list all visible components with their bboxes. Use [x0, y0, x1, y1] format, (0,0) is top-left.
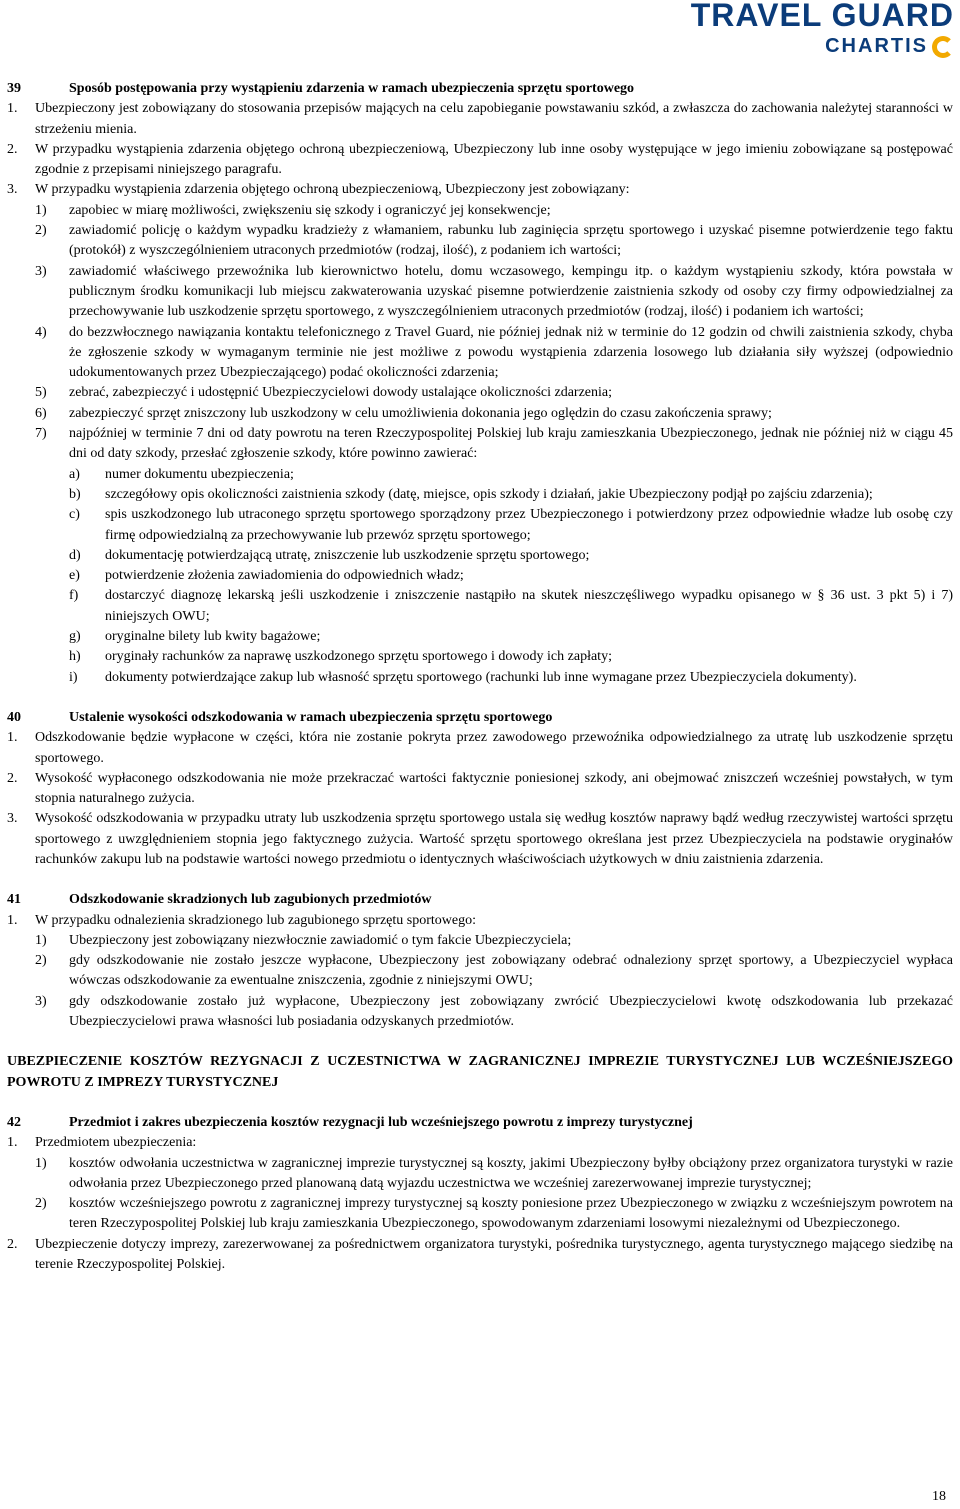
- section-number: 42: [7, 1114, 21, 1130]
- sub-list-item-text: dokumentację potwierdzającą utratę, zniszczenie lub uszkodzenie sprzętu sportowego;: [105, 547, 590, 563]
- paragraph: 2. Wysokość wypłaconego odszkodowania nie może przekraczać wartości faktycznie poniesionej szkody, ani obejmować zniszczeń wcześniej powstałych, w tym stopnia naturalnego zużycia.: [7, 769, 953, 810]
- list-item: 7) najpóźniej w terminie 7 dni od daty powrotu na teren Rzeczypospolitej Polskiej lub kraju zamieszkania Ubezpieczonego, jednak nie później niż w ciągu 45 dni od daty szkody, przesłać zgłoszenie szkody, które powinno zawierać:: [7, 424, 953, 465]
- paragraph: 1. Ubezpieczony jest zobowiązany do stosowania przepisów mających na celu zapobieganie powstawaniu szkód, a zwłaszcza do zachowania należytej staranności w strzeżeniu mienia.: [7, 99, 953, 140]
- list-item-text: kosztów wcześniejszego powrotu z zagranicznej imprezy turystycznej są koszty poniesione przez Ubezpieczonego w związku z wcześniejszym powrotem na teren Rzeczypospolitej Polskiej lub kraju zamieszkania Ubezpieczonego, spowodowanym zdarzeniami losowymi niezależnymi od Ubezpieczonego.: [69, 1196, 953, 1232]
- sub-list-item-text: szczegółowy opis okoliczności zaistnienia szkody (datę, miejsce, opis szkody i działań, jakie Ubezpieczony podjął po zajściu zdarzenia);: [105, 486, 873, 502]
- section-title: Sposób postępowania przy wystąpieniu zdarzenia w ramach ubezpieczenia sprzętu sportowego: [69, 81, 635, 96]
- section-number: 40: [7, 709, 21, 725]
- list-item: 5) zebrać, zabezpieczyć i udostępnić Ubezpieczycielowi dowody ustalające okoliczności zdarzenia;: [7, 383, 953, 403]
- list-item-text: zawiadomić policję o każdym wypadku kradzieży z włamaniem, rabunku lub zaginięcia sprzętu sportowego i uzyskać pisemne potwierdzenie tego faktu (protokół) z wyszczególnieniem utraconych przedmiotów (rodzaj, ilość), z podaniem ich wartości;: [69, 223, 953, 259]
- list-item-text: Ubezpieczony jest zobowiązany niezwłocznie zawiadomić o tym fakcie Ubezpieczyciela;: [69, 932, 572, 948]
- sub-list-item-text: numer dokumentu ubezpieczenia;: [105, 466, 294, 482]
- sub-list-item: h) oryginały rachunków za naprawę uszkodzonego sprzętu sportowego i dowody ich zapłaty;: [7, 647, 953, 667]
- list-item: 1) kosztów odwołania uczestnictwa w zagranicznej imprezie turystycznej są koszty, jakimi Ubezpieczony byłby obciążony przez organizatora turystyki w razie odwołania przez Ubezpieczonego przed planowaną datą wyjazdu uczestnictwa we wcześniej zarezerwowanej imprezie turystycznej;: [7, 1154, 953, 1195]
- section-title: Ustalenie wysokości odszkodowania w ramach ubezpieczenia sprzętu sportowego: [69, 709, 553, 725]
- sub-list-item: f) dostarczyć diagnozę lekarską jeśli uszkodzenie i zniszczenie nastąpiło na skutek nieszczęśliwego wypadku opisanego w § 36 ust. 3 pkt 5) i 7) niniejszych OWU;: [7, 586, 953, 627]
- document-body: [7, 79, 953, 1275]
- list-item-text: do bezzwłocznego nawiązania kontaktu telefonicznego z Travel Guard, nie później jednak niż w terminie do 12 godzin od chwili zaistnienia szkody, chyba że zgłoszenie szkody w wymaganym terminie nie jest możliwe z powodu wystąpienia zdarzenia losowego lub działania siły wyższej (odpowiednio udokumentowanych przez Ubezpieczającego) podać okoliczności zdarzenia;: [69, 324, 953, 381]
- list-item: 1) Ubezpieczony jest zobowiązany niezwłocznie zawiadomić o tym fakcie Ubezpieczyciela;: [7, 931, 953, 951]
- paragraph-text: W przypadku wystąpienia zdarzenia objętego ochroną ubezpieczeniową, Ubezpieczony lub inne osoby występujące w jego imieniu zobowiązane są postępować zgodnie z przepisami niniejszego paragrafu.: [35, 141, 953, 178]
- section-title: Przedmiot i zakres ubezpieczenia kosztów rezygnacji lub wcześniejszego powrotu z imprezy turystycznej: [69, 1114, 693, 1130]
- list-item: 4) do bezzwłocznego nawiązania kontaktu telefonicznego z Travel Guard, nie później jednak niż w terminie do 12 godzin od chwili zaistnienia szkody, chyba że zgłoszenie szkody w wymaganym terminie nie jest możliwe z powodu wystąpienia zdarzenia losowego lub działania siły wyższej (odpowiednio udokumentowanych przez Ubezpieczającego) podać okoliczności zdarzenia;: [7, 323, 953, 384]
- section-40-title: [7, 708, 953, 728]
- sub-list-item-text: oryginalne bilety lub kwity bagażowe;: [105, 629, 321, 645]
- paragraph-text: Ubezpieczony jest zobowiązany do stosowania przepisów mających na celu zapobieganie powstawaniu szkód, a zwłaszcza do zachowania należytej staranności w strzeżeniu mienia.: [35, 101, 953, 137]
- logo-text-secondary: CHARTIS: [825, 35, 928, 57]
- sub-list-item: b) szczegółowy opis okoliczności zaistnienia szkody (datę, miejsce, opis szkody i działań, jakie Ubezpieczony podjął po zajściu zdarzenia);: [7, 485, 953, 505]
- list-item-text: gdy odszkodowanie nie zostało jeszcze wypłacone, Ubezpieczony jest zobowiązany odebrać odnaleziony sprzęt sportowy, a Ubezpieczyciel wypłaca wówczas odszkodowanie za ewentualne zniszczenia, zgodnie z niniejszymi OWU;: [69, 953, 953, 989]
- section-number: 39: [7, 81, 21, 96]
- chapter-heading: UBEZPIECZENIE KOSZTÓW REZYGNACJI Z UCZESTNICTWA W ZAGRANICZNEJ IMPREZIE TURYSTYCZNEJ LUB WCZEŚNIEJSZEGO POWROTU Z IMPREZY TURYSTYCZNEJ: [7, 1054, 953, 1090]
- list-item-text: kosztów odwołania uczestnictwa w zagranicznej imprezie turystycznej są koszty, jakimi Ubezpieczony byłby obciążony przez organizatora turystyki w razie odwołania przez Ubezpieczonego przed planowaną datą wyjazdu uczestnictwa we wcześniej zarezerwowanej imprezie turystycznej;: [69, 1155, 953, 1191]
- list-item-text: zapobiec w miarę możliwości, zwiększeniu się szkody i ograniczyć jej konsekwencje;: [69, 202, 551, 218]
- list-item: 2) gdy odszkodowanie nie zostało jeszcze wypłacone, Ubezpieczony jest zobowiązany odebrać odnaleziony sprzęt sportowy, a Ubezpieczyciel wypłaca wówczas odszkodowanie za ewentualne zniszczenia, zgodnie z niniejszymi OWU;: [7, 951, 953, 992]
- list-item: 2) zawiadomić policję o każdym wypadku kradzieży z włamaniem, rabunku lub zaginięcia sprzętu sportowego i uzyskać pisemne potwierdzenie tego faktu (protokół) z wyszczególnieniem utraconych przedmiotów (rodzaj, ilość), z podaniem ich wartości;: [7, 221, 953, 262]
- sub-list-item: c) spis uszkodzonego lub utraconego sprzętu sportowego sporządzony przez Ubezpieczonego i potwierdzony przez odpowiednie władze lub osobę czy firmę odpowiedzialną za przechowywanie lub przewóz sprzętu sportowego;: [7, 505, 953, 546]
- paragraph-text: Przedmiotem ubezpieczenia:: [35, 1135, 197, 1151]
- paragraph-text: Ubezpieczenie dotyczy imprezy, zarezerwowanej za pośrednictwem organizatora turystyki, pośrednika turystycznego, agenta turystycznego mającego siedzibę na terenie Rzeczypospolitej Polskiej.: [35, 1236, 953, 1273]
- paragraph: 1. Odszkodowanie będzie wypłacone w części, która nie zostanie pokryta przez zawodowego przewoźnika odpowiedzialnego za utratę lub uszkodzenie sprzętu sportowego.: [7, 728, 953, 769]
- paragraph-text: Odszkodowanie będzie wypłacone w części, która nie zostanie pokryta przez zawodowego przewoźnika odpowiedzialnego za utratę lub uszkodzenie sprzętu sportowego.: [35, 730, 953, 766]
- sub-list-item-text: potwierdzenie złożenia zawiadomienia do odpowiednich władz;: [105, 568, 464, 584]
- sub-list-item: e) potwierdzenie złożenia zawiadomienia do odpowiednich władz;: [7, 566, 953, 586]
- section-number: 41: [7, 892, 21, 908]
- section-41-title: [7, 890, 953, 910]
- sub-list-item: i) dokumenty potwierdzające zakup lub własność sprzętu sportowego (rachunki lub inne wymagane przez Ubezpieczyciela dokumenty).: [7, 668, 953, 688]
- sub-list-item: d) dokumentację potwierdzającą utratę, zniszczenie lub uszkodzenie sprzętu sportowego;: [7, 546, 953, 566]
- list-item: 6) zabezpieczyć sprzęt zniszczony lub uszkodzony w celu umożliwienia dokonania jego oględzin do czasu zakończenia sprawy;: [7, 404, 953, 424]
- section-title: Odszkodowanie skradzionych lub zagubionych przedmiotów: [69, 892, 432, 908]
- list-item: 3) gdy odszkodowanie zostało już wypłacone, Ubezpieczony jest zobowiązany zwrócić Ubezpieczycielowi kwotę odszkodowania lub przekazać Ubezpieczycielowi prawa własności lub posiadania odzyskanych przedmiotów.: [7, 992, 953, 1033]
- paragraph-text: Wysokość odszkodowania w przypadku utraty lub uszkodzenia sprzętu sportowego ustala się według kosztów naprawy bądź według rzeczywistej wartości sprzętu sportowego z uwzględnieniem stopnia jego faktycznego zużycia. Wartość sprzętu sportowego określana jest przez Ubezpieczyciela na podstawie oryginałów rachunków zakupu lub na podstawie wartości nowego przedmiotu o identycznych właściwościach użytkowych w dniu zaistnienia zdarzenia.: [35, 811, 953, 867]
- paragraph: 2. W przypadku wystąpienia zdarzenia objętego ochroną ubezpieczeniową, Ubezpieczony lub inne osoby występujące w jego imieniu zobowiązane są postępować zgodnie z przepisami niniejszego paragrafu.: [7, 140, 953, 181]
- sub-list-item-text: dostarczyć diagnozę lekarską jeśli uszkodzenie i zniszczenie nastąpiło na skutek nieszczęśliwego wypadku opisanego w § 36 ust. 3 pkt 5) i 7) niniejszych OWU;: [105, 588, 953, 624]
- sub-list-item: g) oryginalne bilety lub kwity bagażowe;: [7, 627, 953, 647]
- section-42-title: [7, 1113, 953, 1133]
- paragraph-text: Wysokość wypłaconego odszkodowania nie może przekraczać wartości faktycznie poniesionej szkody, ani obejmować zniszczeń wcześniej powstałych, w tym stopnia naturalnego zużycia.: [35, 770, 953, 807]
- paragraph: 3. W przypadku wystąpienia zdarzenia objętego ochroną ubezpieczeniową, Ubezpieczony jest zobowiązany:: [7, 180, 953, 200]
- page-number: 18: [932, 1489, 946, 1504]
- sub-list-item-text: dokumenty potwierdzające zakup lub własność sprzętu sportowego (rachunki lub inne wymagane przez Ubezpieczyciela dokumenty).: [105, 669, 857, 685]
- sub-list-item: a) numer dokumentu ubezpieczenia;: [7, 465, 953, 485]
- sub-list-item-text: spis uszkodzonego lub utraconego sprzętu sportowego sporządzony przez Ubezpieczonego i potwierdzony przez odpowiednie władze lub osobę czy firmę odpowiedzialną za przechowywanie lub przewóz sprzętu sportowego;: [105, 507, 953, 543]
- chartis-mark-icon: [932, 36, 954, 58]
- list-item-text: zebrać, zabezpieczyć i udostępnić Ubezpieczycielowi dowody ustalające okoliczności zdarzenia;: [69, 385, 613, 401]
- paragraph: 2. Ubezpieczenie dotyczy imprezy, zarezerwowanej za pośrednictwem organizatora turystyki, pośrednika turystycznego, agenta turystycznego mającego siedzibę na terenie Rzeczypospolitej Polskiej.: [7, 1235, 953, 1276]
- logo-text-primary: TRAVEL GUARD: [690, 0, 954, 33]
- list-item-text: najpóźniej w terminie 7 dni od daty powrotu na teren Rzeczypospolitej Polskiej lub kraju zamieszkania Ubezpieczonego, jednak nie później niż w ciągu 45 dni od daty szkody, przesłać zgłoszenie szkody, które powinno zawierać:: [69, 426, 953, 462]
- section-39-title: [7, 79, 953, 99]
- list-item: 3) zawiadomić właściwego przewoźnika lub kierownictwo hotelu, domu wczasowego, kempingu itp. o każdym wystąpieniu szkody, która powstała w publicznym środku komunikacji lub miejscu zakwaterowania uzyskać pisemne potwierdzenie zaistnienia szkody od osoby czy firmy odpowiedzialnej za przechowywanie lub uszkodzenie sprzętu sportowego, z wyszczególnieniem utraconych przedmiotów (rodzaj, ilość) i podaniem ich wartości;: [7, 262, 953, 323]
- list-item-text: zawiadomić właściwego przewoźnika lub kierownictwo hotelu, domu wczasowego, kempingu itp. o każdym wystąpieniu szkody, która powstała w publicznym środku komunikacji lub miejscu zakwaterowania uzyskać pisemne potwierdzenie zaistnienia szkody od osoby czy firmy odpowiedzialnej za przechowywanie lub uszkodzenie sprzętu sportowego, z wyszczególnieniem utraconych przedmiotów (rodzaj, ilość) i podaniem ich wartości;: [69, 263, 953, 320]
- paragraph-text: W przypadku wystąpienia zdarzenia objętego ochroną ubezpieczeniową, Ubezpieczony jest zobowiązany:: [35, 182, 630, 198]
- sub-list-item-text: oryginały rachunków za naprawę uszkodzonego sprzętu sportowego i dowody ich zapłaty;: [105, 649, 612, 665]
- list-item: 1) zapobiec w miarę możliwości, zwiększeniu się szkody i ograniczyć jej konsekwencje;: [7, 201, 953, 221]
- paragraph: 1. Przedmiotem ubezpieczenia:: [7, 1133, 953, 1153]
- list-item-text: zabezpieczyć sprzęt zniszczony lub uszkodzony w celu umożliwienia dokonania jego oględzin do czasu zakończenia sprawy;: [69, 405, 772, 421]
- paragraph-text: W przypadku odnalezienia skradzionego lub zagubionego sprzętu sportowego:: [35, 912, 476, 928]
- list-item: 2) kosztów wcześniejszego powrotu z zagranicznej imprezy turystycznej są koszty poniesione przez Ubezpieczonego w związku z wcześniejszym powrotem na teren Rzeczypospolitej Polskiej lub kraju zamieszkania Ubezpieczonego, spowodowanym zdarzeniami losowymi niezależnymi od Ubezpieczonego.: [7, 1194, 953, 1235]
- list-item-text: gdy odszkodowanie zostało już wypłacone, Ubezpieczony jest zobowiązany zwrócić Ubezpieczycielowi kwotę odszkodowania lub przekazać Ubezpieczycielowi prawa własności lub posiadania odzyskanych przedmiotów.: [69, 993, 953, 1030]
- travel-guard-logo: [691, 0, 954, 58]
- paragraph: 3. Wysokość odszkodowania w przypadku utraty lub uszkodzenia sprzętu sportowego ustala się według kosztów naprawy bądź według rzeczywistej wartości sprzętu sportowego z uwzględnieniem stopnia jego faktycznego zużycia. Wartość sprzętu sportowego określana jest przez Ubezpieczyciela na podstawie oryginałów rachunków zakupu lub na podstawie wartości nowego przedmiotu o identycznych właściwościach użytkowych w dniu zaistnienia zdarzenia.: [7, 809, 953, 870]
- paragraph: 1. W przypadku odnalezienia skradzionego lub zagubionego sprzętu sportowego:: [7, 911, 953, 931]
